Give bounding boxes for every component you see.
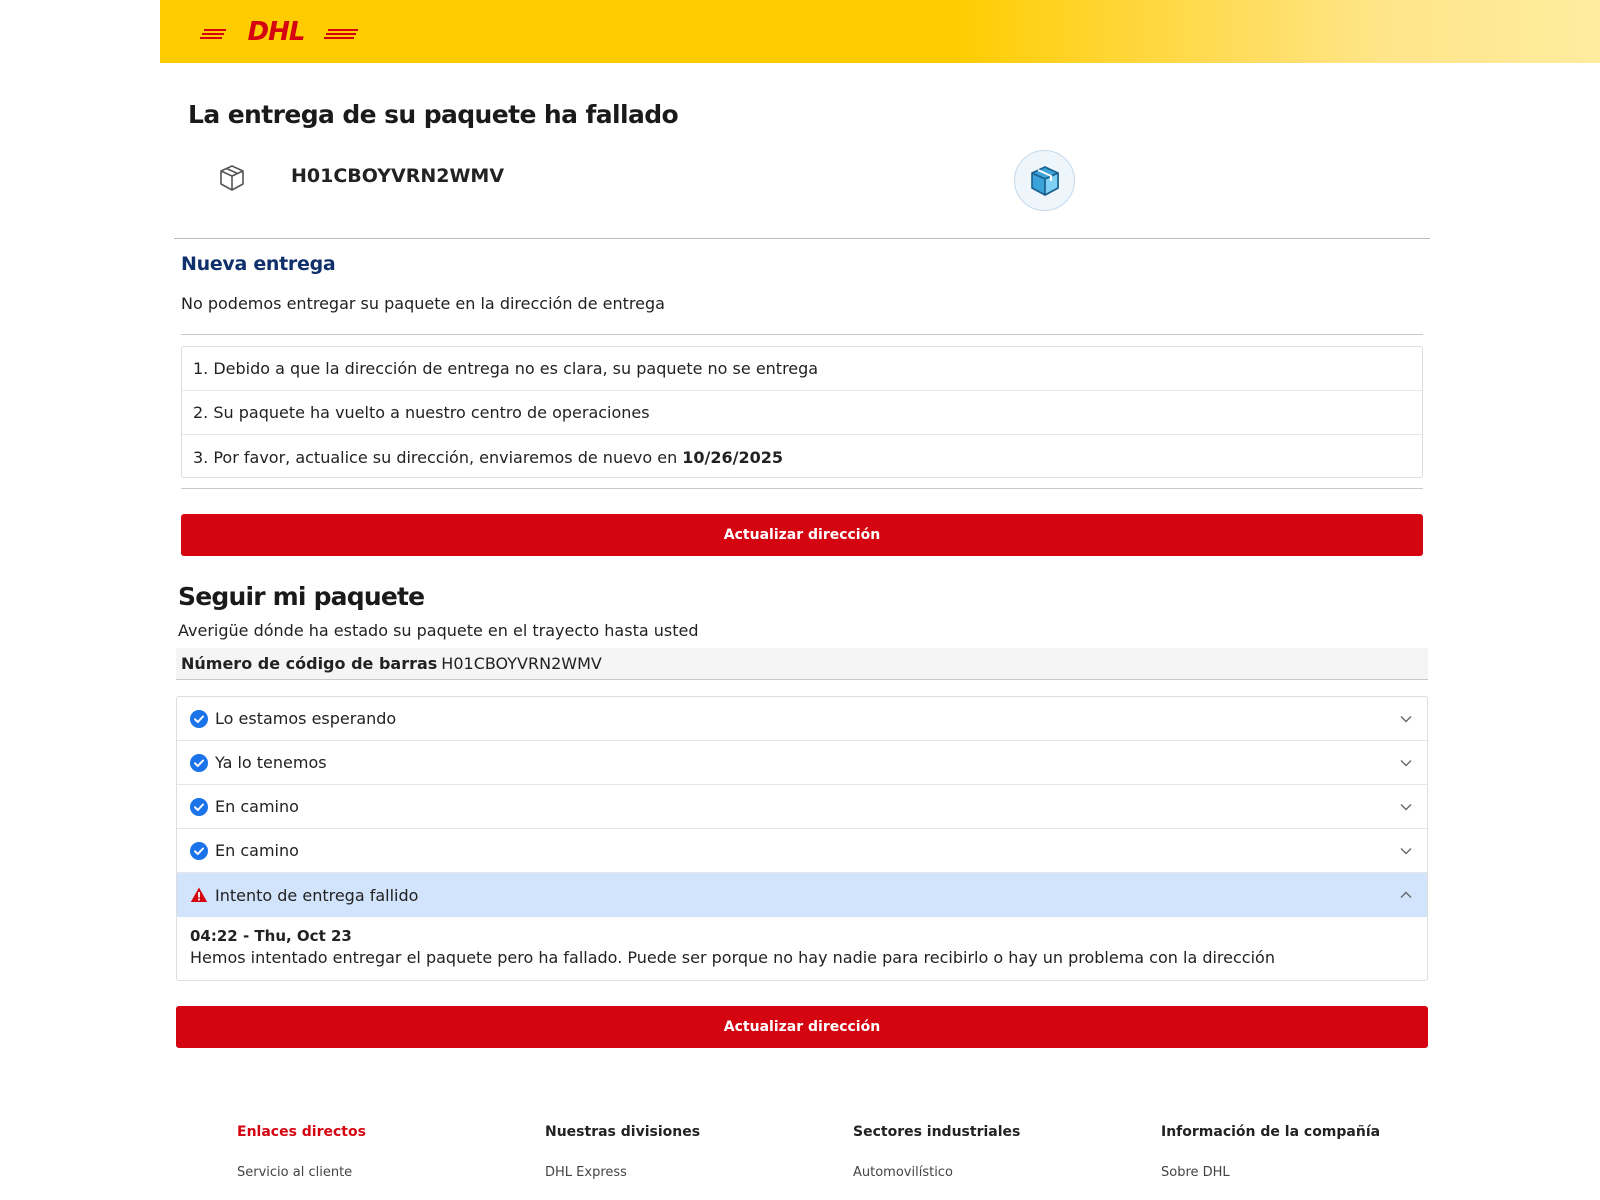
timeline-item[interactable] [177, 785, 1427, 829]
footer-link[interactable]: DHL Express [545, 1165, 627, 1180]
redelivery-date: 10/26/2025 [682, 447, 783, 467]
logo-text: DHL [247, 18, 305, 46]
timeline-item-label: En camino [215, 841, 299, 860]
chevron-up-icon[interactable] [1399, 888, 1413, 902]
track-title: Seguir mi paquete [178, 582, 425, 611]
footer-column [853, 1124, 1020, 1180]
footer-heading: Enlaces directos [237, 1124, 366, 1140]
track-description: Averigüe dónde ha estado su paquete en el trayecto hasta usted [178, 621, 699, 640]
timeline-item-label: Intento de entrega fallido [215, 885, 419, 905]
chevron-down-icon[interactable] [1399, 712, 1413, 726]
step-text: 1. Debido a que la dirección de entrega no es clara, su paquete no se entrega [193, 359, 819, 378]
timeline-detail [177, 917, 1427, 967]
warning-triangle-icon [190, 886, 208, 904]
check-circle-icon [190, 754, 208, 772]
steps-list [181, 346, 1423, 478]
timeline-item[interactable] [177, 741, 1427, 785]
nueva-entrega-description: No podemos entregar su paquete en la dirección de entrega [181, 294, 665, 313]
event-description: Hemos intentado entregar el paquete pero ha fallado. Puede ser porque no hay nadie para recibirlo o hay un problema con la dirección [190, 948, 1275, 967]
step-item [182, 391, 1422, 435]
divider [181, 334, 1423, 335]
status-circle [1014, 150, 1075, 211]
event-time: 04:22 - Thu, Oct 23 [190, 927, 352, 945]
timeline-item-failed[interactable] [177, 873, 1427, 917]
footer-link[interactable]: Automovilístico [853, 1165, 953, 1180]
timeline-item-label: Lo estamos esperando [215, 709, 397, 728]
footer-heading: Nuestras divisiones [545, 1124, 701, 1140]
check-circle-icon [190, 842, 208, 860]
check-circle-icon [190, 710, 208, 728]
footer-column [237, 1124, 366, 1180]
step-item [182, 435, 1422, 479]
footer-link[interactable]: Sobre DHL [1161, 1165, 1230, 1180]
page-title: La entrega de su paquete ha fallado [188, 100, 679, 129]
footer-link[interactable]: Servicio al cliente [237, 1165, 353, 1180]
footer-column [545, 1124, 700, 1180]
header-bar [160, 0, 1600, 63]
footer-column [1161, 1124, 1380, 1180]
timeline-item-label: En camino [215, 797, 299, 816]
divider [181, 488, 1423, 489]
chevron-down-icon[interactable] [1399, 800, 1413, 814]
check-circle-icon [190, 798, 208, 816]
timeline-item[interactable] [177, 829, 1427, 873]
footer-heading: Sectores industriales [853, 1124, 1021, 1140]
chevron-down-icon[interactable] [1399, 844, 1413, 858]
barcode-row [176, 648, 1428, 680]
step-text: 3. Por favor, actualice su dirección, enviaremos de nuevo en [193, 447, 678, 467]
step-text: 2. Su paquete ha vuelto a nuestro centro de operaciones [193, 403, 650, 422]
footer-heading: Información de la compañía [1161, 1124, 1381, 1140]
package-outline-icon [217, 163, 247, 193]
step-item [182, 347, 1422, 391]
divider [174, 238, 1430, 239]
package-box-icon [1027, 163, 1063, 199]
tracking-timeline [176, 696, 1428, 981]
update-address-button-bottom[interactable]: Actualizar dirección [176, 1006, 1428, 1048]
dhl-logo[interactable] [200, 18, 360, 46]
barcode-label: Número de código de barras [181, 654, 438, 673]
nueva-entrega-title: Nueva entrega [181, 253, 336, 275]
timeline-item-label: Ya lo tenemos [215, 753, 327, 772]
update-address-button[interactable]: Actualizar dirección [181, 514, 1423, 556]
tracking-number: H01CBOYVRN2WMV [291, 165, 505, 187]
chevron-down-icon[interactable] [1399, 756, 1413, 770]
timeline-item[interactable] [177, 697, 1427, 741]
barcode-value: H01CBOYVRN2WMV [441, 654, 602, 673]
